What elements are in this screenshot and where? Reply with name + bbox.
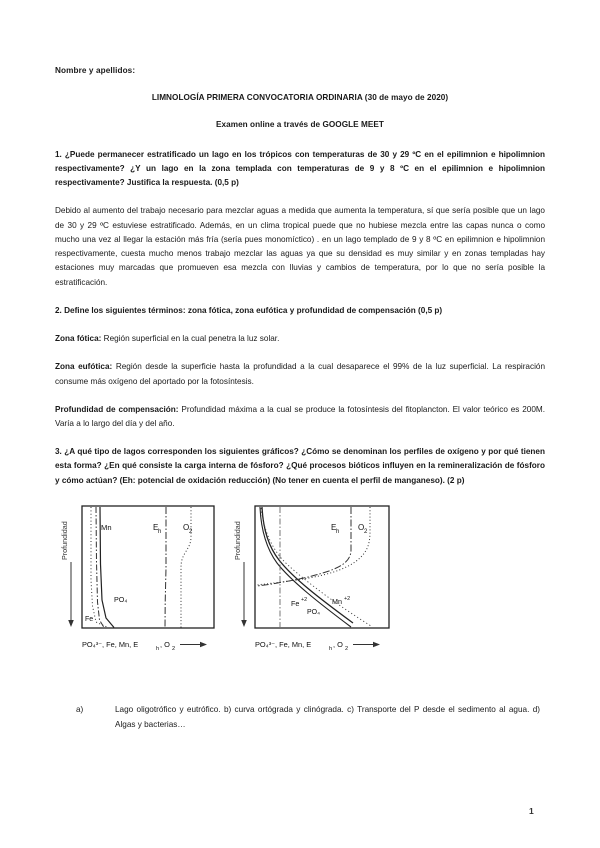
label-o2: O: [358, 522, 365, 532]
y-axis-label-profundidad: Profundidad: [60, 520, 69, 560]
term-zona-fotica-label: Zona fótica:: [55, 334, 102, 344]
x-axis-label-o2: , O: [333, 639, 343, 649]
x-axis-label-o2-sub: 2: [172, 645, 176, 652]
plot-frame: [255, 506, 389, 628]
label-po4: PO₄: [114, 594, 128, 604]
figures-row: [55, 502, 545, 662]
term-zona-eufotica-label: Zona eufótica:: [55, 362, 113, 372]
label-o2-sub: 2: [364, 528, 368, 535]
label-fe: Fe: [85, 615, 94, 623]
question-2-text: 2. Define los siguientes términos: zona fótica, zona eufótica y profundidad de compensación (0,5 p): [55, 305, 443, 315]
term-zona-eufotica-definition: Región desde la superficie hasta la profundidad a la cual desaparece el 99% de la luz superficial. La respiración consume más oxígeno del aportado por la fotosíntesis.: [55, 362, 546, 386]
label-o2: O: [183, 522, 190, 532]
x-axis-label-eh-sub: h: [329, 645, 333, 652]
depth-axis-arrowhead: [68, 620, 74, 627]
answer-3-marker: a): [76, 705, 84, 714]
y-axis-label-profundidad: Profundidad: [233, 520, 242, 560]
label-po4: PO₄: [307, 608, 320, 616]
question-3-text: 3. ¿A qué tipo de lagos corresponden los siguientes gráficos? ¿Cómo se denominan los perfiles de oxígeno y por qué tienen esta forma? ¿En qué consiste la carga interna de fósforo? ¿Qué procesos bióticos influyen en la remineralización de fósforo y cómo actúan? (Eh: potencial de oxidación reducción) (No tener en cuenta el perfil de manganeso). (2 p): [55, 447, 545, 485]
exam-title: LIMNOLOGÍA PRIMERA CONVOCATORIA ORDINARIA (30 de mayo de 2020): [151, 93, 449, 102]
x-axis-label-o2: , O: [160, 639, 170, 649]
label-eh: E: [331, 522, 337, 532]
x-axis-label: PO₄³⁻, Fe, Mn, E: [82, 639, 139, 649]
x-axis-arrowhead: [373, 641, 380, 647]
term-profundidad-compensacion: [55, 403, 545, 432]
answer-1-text: Debido al aumento del trabajo necesario para mezclar aguas a medida que aumenta la temperatura, sí que sería posible que un lago de 30 y 29 ºC estuviese estratificado. Además, en un clima tropical puede que no hubiese mezcla entre las capas nunca o como mucho una vez al llegar la estación más fría (sería pues monomíctico) . en un lago templado de 9 y 8 ºC en epilimnion e hipolimnion respectivamente, cuesta mucho menos trabajo mezclar las aguas ya que su densidad es muy similar y en zonas templadas hay estaciones muy marcadas que promueven esa mezcla con lluvias y cambios de temperatura, por lo que no sería posible la estratificación.: [55, 206, 545, 287]
label-o2-sub: 2: [189, 528, 193, 535]
label-mn-sup: +2: [344, 595, 351, 602]
label-mn: Mn: [332, 596, 342, 606]
page-number: 1: [529, 806, 534, 816]
curve-eh: [165, 507, 166, 628]
label-fe-sup: +2: [301, 596, 308, 603]
name-field-label: Nombre y apellidos:: [55, 66, 136, 75]
term-profundidad-compensacion-definition: Profundidad máxima a la cual se produce la fotosíntesis del fitoplancton. El valor teórico es 200M. Varía a lo largo del día y del año.: [55, 404, 545, 429]
label-eh-sub: h: [336, 528, 340, 535]
document-content: [55, 66, 545, 662]
term-profundidad-compensacion-label: Profundidad de compensación:: [55, 404, 179, 414]
label-fe: Fe: [291, 598, 300, 608]
figure-eutrophic: [227, 502, 402, 660]
x-axis-label-eh-sub: h: [156, 645, 160, 652]
depth-axis-arrowhead: [241, 620, 247, 627]
x-axis-label-o2-sub: 2: [345, 645, 349, 652]
label-mn: Mn: [101, 522, 112, 532]
exam-subtitle: Examen online a través de GOOGLE MEET: [216, 120, 384, 129]
x-axis-arrowhead: [200, 641, 207, 647]
term-zona-fotica: [55, 332, 545, 346]
label-eh-sub: h: [158, 528, 162, 535]
x-axis-label: PO₄³⁻, Fe, Mn, E: [255, 639, 312, 649]
question-1-text: 1. ¿Puede permanecer estratificado un lago en los trópicos con temperaturas de 30 y 29 ºC en el epilimnion e hipolimnion respectivamente? ¿Y un lago en la zona templada con temperaturas de 9 y 8 ºC en el epilimnion e hipolimnion respectivamente? Justifica la respuesta. (0,5 p): [55, 150, 545, 188]
term-zona-fotica-definition: Región superficial en la cual penetra la luz solar.: [101, 334, 280, 344]
term-zona-eufotica: [55, 360, 545, 389]
figure-oligotrophic-svg: [52, 502, 227, 660]
figure-oligotrophic: [52, 502, 227, 660]
answer-3-text: Lago oligotrófico y eutrófico. b) curva ortógrada y clinógrada. c) Transporte del P desde el sedimento al agua. d) Algas y bacterias…: [115, 705, 540, 729]
curve-o2: [257, 507, 370, 585]
label-eh: E: [153, 522, 159, 532]
figure-eutrophic-svg: [227, 502, 407, 660]
answer-3-block: [76, 703, 540, 732]
